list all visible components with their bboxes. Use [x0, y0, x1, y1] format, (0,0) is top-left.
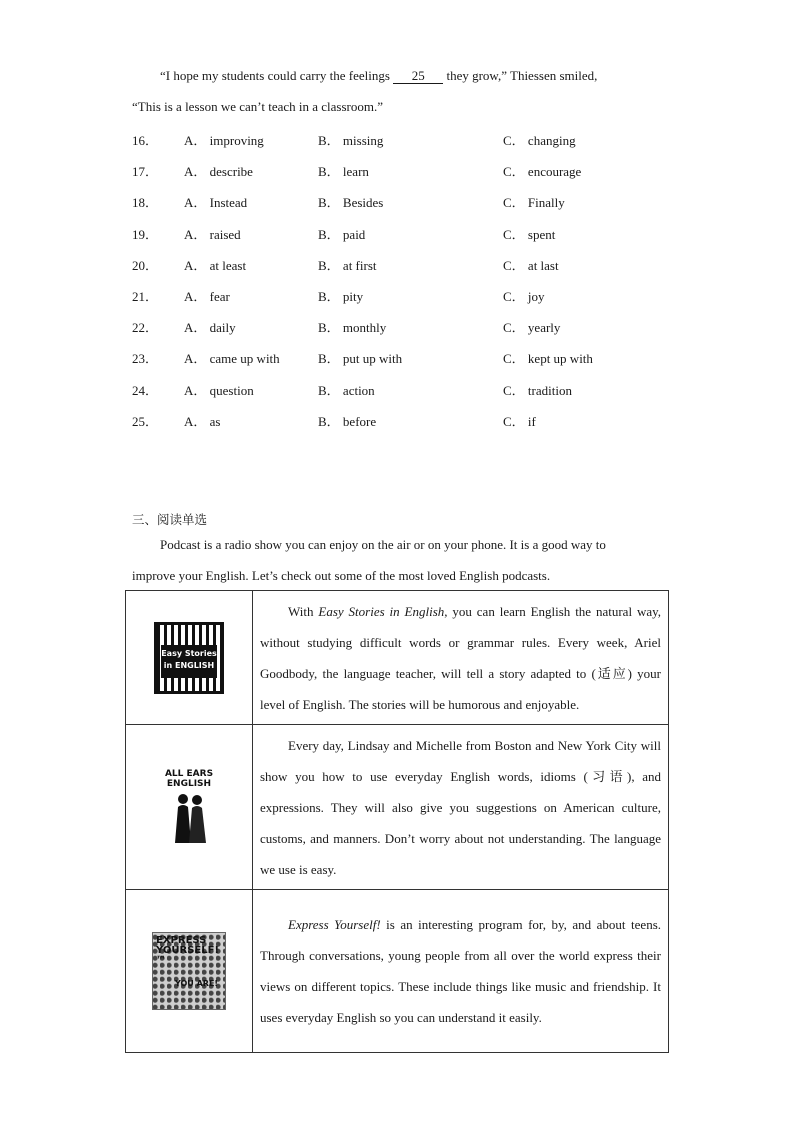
option-a: A． as: [184, 413, 221, 429]
question-number: 22．: [132, 320, 159, 336]
express-yourself-logo-subtext: YOU ARE!: [175, 979, 219, 988]
option-b: B． put up with: [318, 351, 403, 367]
option-b: B． at first: [318, 257, 377, 273]
option-b: B． learn: [318, 164, 369, 180]
option-row-20: [132, 255, 692, 286]
question-number: 25．: [132, 413, 159, 429]
question-number: 23．: [132, 351, 159, 367]
podcast-row-easy-stories: [126, 591, 669, 725]
podcast-title: Express Yourself!: [288, 917, 381, 932]
all-ears-english-logo: [159, 769, 219, 845]
intro-line-1: Podcast is a radio show you can enjoy on the air or on your phone. It is a good way to: [160, 537, 606, 552]
podcast-row-all-ears: [126, 725, 669, 890]
express-yourself-logo-text: EXPRESS YOURSELF!™: [156, 935, 220, 966]
question-number: 20．: [132, 257, 159, 273]
option-a: A． Instead: [184, 195, 248, 211]
question-number: 17．: [132, 164, 159, 180]
podcast-description: [253, 725, 669, 890]
podcast-title: Easy Stories in English: [318, 603, 445, 619]
option-c: C． kept up with: [503, 351, 593, 367]
section-heading: 三、阅读单选: [132, 512, 208, 527]
question-number: 18．: [132, 195, 159, 211]
easy-stories-logo-text: Easy Stories in ENGLISH: [161, 645, 217, 678]
option-b: B． paid: [318, 226, 366, 242]
podcast-description: [253, 591, 669, 725]
option-a: A． improving: [184, 133, 264, 148]
question-number: 16．: [132, 133, 159, 148]
option-c: C． changing: [503, 133, 576, 148]
podcast-table: [125, 590, 669, 1053]
option-row-16: [132, 130, 692, 161]
logo-cell: [126, 725, 253, 890]
two-hosts-image: [171, 791, 209, 843]
intro-line-2: improve your English. Let’s check out some of the most loved English podcasts.: [132, 568, 551, 583]
option-row-23: [132, 348, 692, 379]
podcast-description: [253, 890, 669, 1053]
option-c: C． joy: [503, 288, 545, 304]
option-a: A． at least: [184, 257, 247, 273]
option-row-22: [132, 317, 692, 348]
option-c: C． Finally: [503, 195, 565, 211]
option-row-17: [132, 161, 692, 192]
option-row-25: [132, 411, 692, 442]
quote-text-after: they grow,” Thiessen smiled,: [443, 68, 598, 83]
quote-line-2: “This is a lesson we can’t teach in a classroom.”: [132, 99, 384, 114]
option-b: B． Besides: [318, 195, 384, 211]
option-row-21: [132, 286, 692, 317]
options-list: [132, 130, 692, 442]
option-row-18: [132, 192, 692, 223]
easy-stories-logo: [154, 622, 224, 694]
description-text: is an interesting program for, by, and about teens. Through conversations, young people from all over the world express their views on different topics. These include things like music and friendship. It uses everyday English so you can understand it easily.: [260, 917, 662, 1025]
option-b: B． monthly: [318, 320, 387, 336]
option-c: C． at last: [503, 257, 559, 273]
option-c: C． spent: [503, 226, 556, 242]
option-b: B． missing: [318, 133, 384, 148]
podcast-row-express-yourself: [126, 890, 669, 1053]
description-text: , you can learn English the natural way, without studying difficult words or grammar rules. Every week, Ariel Goodbody, the language teacher, will tell a story adapted to (适应) your level of English. The stories will be humorous and enjoyable.: [260, 603, 662, 712]
description-text: Every day, Lindsay and Michelle from Boston and New York City will show you how to use everyday English words, idioms (习语), and expressions. They will also give you suggestions on American culture, customs, and manners. Don’t worry about not understanding. The language we use is easy.: [260, 737, 661, 877]
option-c: C． yearly: [503, 320, 561, 336]
option-b: B． action: [318, 382, 375, 398]
logo-cell: [126, 591, 253, 725]
quote-text-before: “I hope my students could carry the feelings: [160, 68, 394, 83]
option-b: B． before: [318, 413, 377, 429]
option-c: C． encourage: [503, 164, 582, 180]
option-a: A． describe: [184, 164, 253, 180]
option-a: A． came up with: [184, 351, 280, 367]
option-b: B． pity: [318, 288, 364, 304]
logo-cell: [126, 890, 253, 1053]
all-ears-logo-text: ALL EARS ENGLISH: [164, 769, 214, 789]
option-a: A． fear: [184, 288, 230, 304]
question-number: 19．: [132, 226, 159, 242]
description-text-before: With: [288, 603, 319, 619]
option-c: C． if: [503, 413, 536, 429]
answer-blank-25: 25: [393, 69, 443, 84]
question-number: 24．: [132, 382, 159, 398]
option-a: A． daily: [184, 320, 236, 336]
quote-line-1: [160, 68, 597, 84]
question-number: 21．: [132, 288, 159, 304]
option-a: A． question: [184, 382, 254, 398]
option-row-24: [132, 380, 692, 411]
option-a: A． raised: [184, 226, 241, 242]
express-yourself-logo: [152, 932, 226, 1010]
option-row-19: [132, 224, 692, 255]
option-c: C． tradition: [503, 382, 572, 398]
